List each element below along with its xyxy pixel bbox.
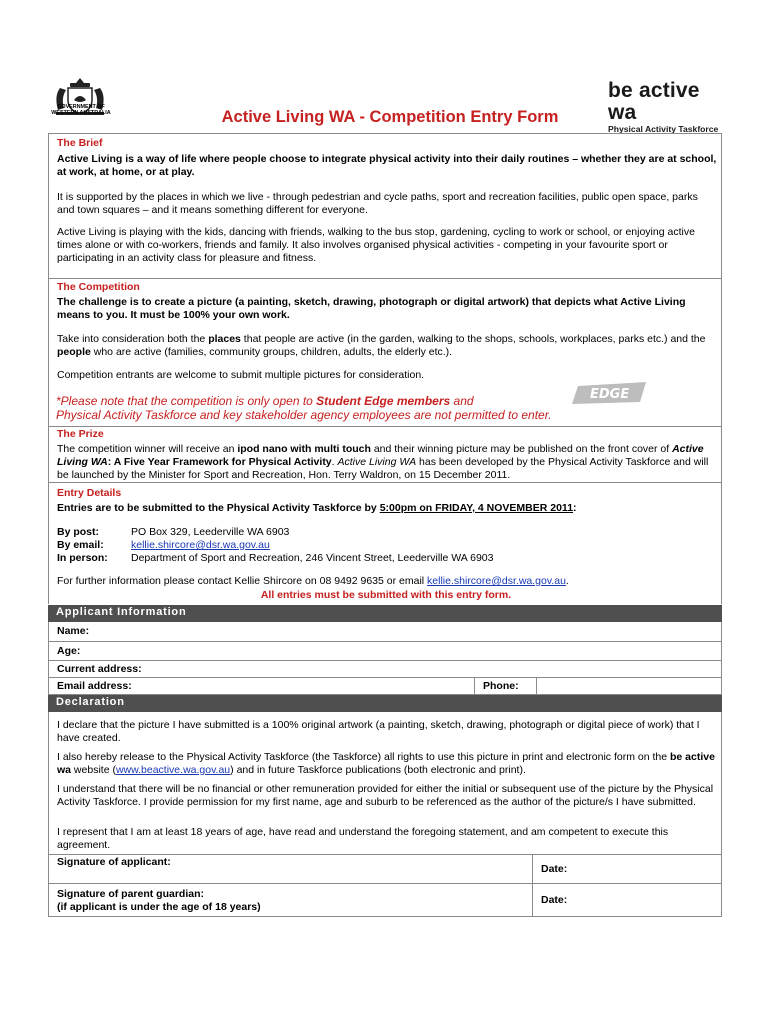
prize-section [48, 426, 722, 482]
phone-field[interactable] [539, 678, 719, 694]
email-phone-row [48, 678, 722, 695]
must-submit-notice: All entries must be submitted with this entry form. [260, 589, 512, 601]
government-of-wa-label: GOVERNMENT OF WESTERN AUSTRALIA [51, 104, 111, 116]
eligibility-notice-line-1: *Please note that the competition is only open to Student Edge members and [56, 394, 474, 408]
phone-label: Phone: [483, 680, 519, 692]
applicant-signature-label: Signature of applicant: [57, 856, 171, 868]
eligibility-notice [56, 394, 596, 422]
eligibility-notice-line-2: Physical Activity Taskforce and key stakeholder agency employees are not permitted to enter. [56, 408, 552, 422]
competition-paragraph-1: Take into consideration both the places that people are active (in the garden, walking to the shops, schools, workplaces, parks etc.) and the people who are active (families, community groups, children, adults, the elderly etc.). [57, 333, 706, 358]
entry-deadline: Entries are to be submitted to the Physical Activity Taskforce by 5:00pm on FRIDAY, 4 NOVEMBER 2011: [57, 502, 577, 514]
prize-text: The competition winner will receive an ipod nano with multi touch and their winning picture may be published on the front cover of Active Living WA: A Five Year Framework for Physical Activity. Active Living WA has been developed by the Physical Activity Taskforce and will be launched by the Minister for Sport and Recreation, Hon. Terry Waldron, on 15 December 2011. [57, 443, 709, 481]
entry-details-section [48, 482, 722, 604]
wa-government-crest-icon [46, 66, 114, 126]
declaration-paragraph-1: I declare that the picture I have submitted is a 100% original artwork (a painting, sketch, drawing, photograph or digital piece of work) that I have created. [57, 719, 700, 744]
parent-signature-row [48, 884, 722, 917]
name-row [48, 622, 722, 642]
declaration-heading: Declaration [48, 695, 722, 712]
address-field[interactable] [169, 661, 719, 677]
parent-signature-field[interactable] [289, 884, 527, 916]
by-post-label: By post: [57, 526, 99, 538]
age-label: Age: [57, 645, 81, 657]
brief-paragraph-2: Active Living is playing with the kids, dancing with friends, walking to the bus stop, gardening, cycling to work or school, or enjoying active times alone or with co-workers, friends and family. It also involves organised physical activities - competing in your favourite sport or participating in an activity class for pleasure and fitness. [57, 226, 695, 264]
declaration-paragraph-3: I understand that there will be no financial or other remuneration provided for either the initial or subsequent use of the picture by the Physical Activity Taskforce. I provide permission for my first name, age and suburb to be referenced as the author of the picture/s I have submitted. [57, 783, 714, 808]
by-email-label: By email: [57, 539, 104, 551]
by-email-link[interactable]: kellie.shircore@dsr.wa.gov.au [131, 539, 270, 551]
date-field-1[interactable] [579, 854, 719, 883]
be-active-wa-logo [608, 79, 724, 134]
page-title: Active Living WA - Competition Entry Form [221, 108, 559, 126]
name-field[interactable] [149, 622, 719, 641]
competition-heading: The Competition [57, 281, 140, 293]
beactive-website-link[interactable]: www.beactive.wa.gov.au [115, 763, 231, 776]
address-row [48, 661, 722, 678]
date-field-2[interactable] [579, 884, 719, 916]
brief-lead: Active Living is a way of life where people choose to integrate physical activity into their daily routines – whether they are at school, at work, at home, or at play. [57, 153, 717, 178]
brief-section [48, 133, 722, 278]
info-email-link[interactable]: kellie.shircore@dsr.wa.gov.au [427, 575, 566, 587]
physical-activity-taskforce-label: Physical Activity Taskforce [608, 124, 719, 134]
prize-heading: The Prize [57, 428, 104, 440]
address-label: Current address: [57, 663, 142, 675]
in-person-value: Department of Sport and Recreation, 246 Vincent Street, Leederville WA 6903 [131, 552, 494, 564]
be-active-wa-wordmark: be active wa [608, 79, 700, 124]
name-label: Name: [57, 625, 90, 637]
competition-lead: The challenge is to create a picture (a painting, sketch, drawing, photograph or digital artwork) that depicts what Active Living means to you. It must be 100% your own work. [57, 296, 686, 321]
age-row [48, 642, 722, 661]
brief-heading: The Brief [57, 137, 103, 149]
date-label-2: Date: [541, 894, 568, 906]
parent-signature-note: (if applicant is under the age of 18 years) [57, 901, 261, 913]
entry-form [48, 133, 722, 917]
applicant-info-heading: Applicant Information [48, 605, 722, 622]
competition-paragraph-2: Competition entrants are welcome to submit multiple pictures for consideration. [57, 369, 425, 381]
entry-heading: Entry Details [57, 487, 122, 499]
date-label-1: Date: [541, 863, 568, 875]
parent-signature-label: Signature of parent guardian: [57, 888, 205, 900]
applicant-signature-field[interactable] [49, 854, 527, 883]
by-post-value: PO Box 329, Leederville WA 6903 [131, 526, 290, 538]
declaration-paragraph-2: I also hereby release to the Physical Activity Taskforce (the Taskforce) all rights to use this picture in print and electronic form on the be active wa website (www.beactive.wa.gov.au) and in future Taskforce publications (both electronic and print). [57, 751, 715, 776]
edge-logo-text: EDGE [590, 387, 630, 402]
age-field[interactable] [149, 642, 719, 660]
email-label: Email address: [57, 680, 132, 692]
declaration-section [48, 712, 722, 854]
email-field[interactable] [149, 678, 469, 694]
declaration-paragraph-4: I represent that I am at least 18 years of age, have read and understand the foregoing statement, and am competent to execute this agreement. [57, 826, 669, 851]
brief-paragraph-1: It is supported by the places in which we live - through pedestrian and cycle paths, sport and recreation facilities, public open space, parks and town squares – and it means something different for everyone. [57, 191, 698, 216]
in-person-label: In person: [57, 552, 108, 564]
further-info: For further information please contact Kellie Shircore on 08 9492 9635 or email kellie.shircore@dsr.wa.gov.au. [57, 575, 569, 587]
applicant-signature-row [48, 854, 722, 884]
